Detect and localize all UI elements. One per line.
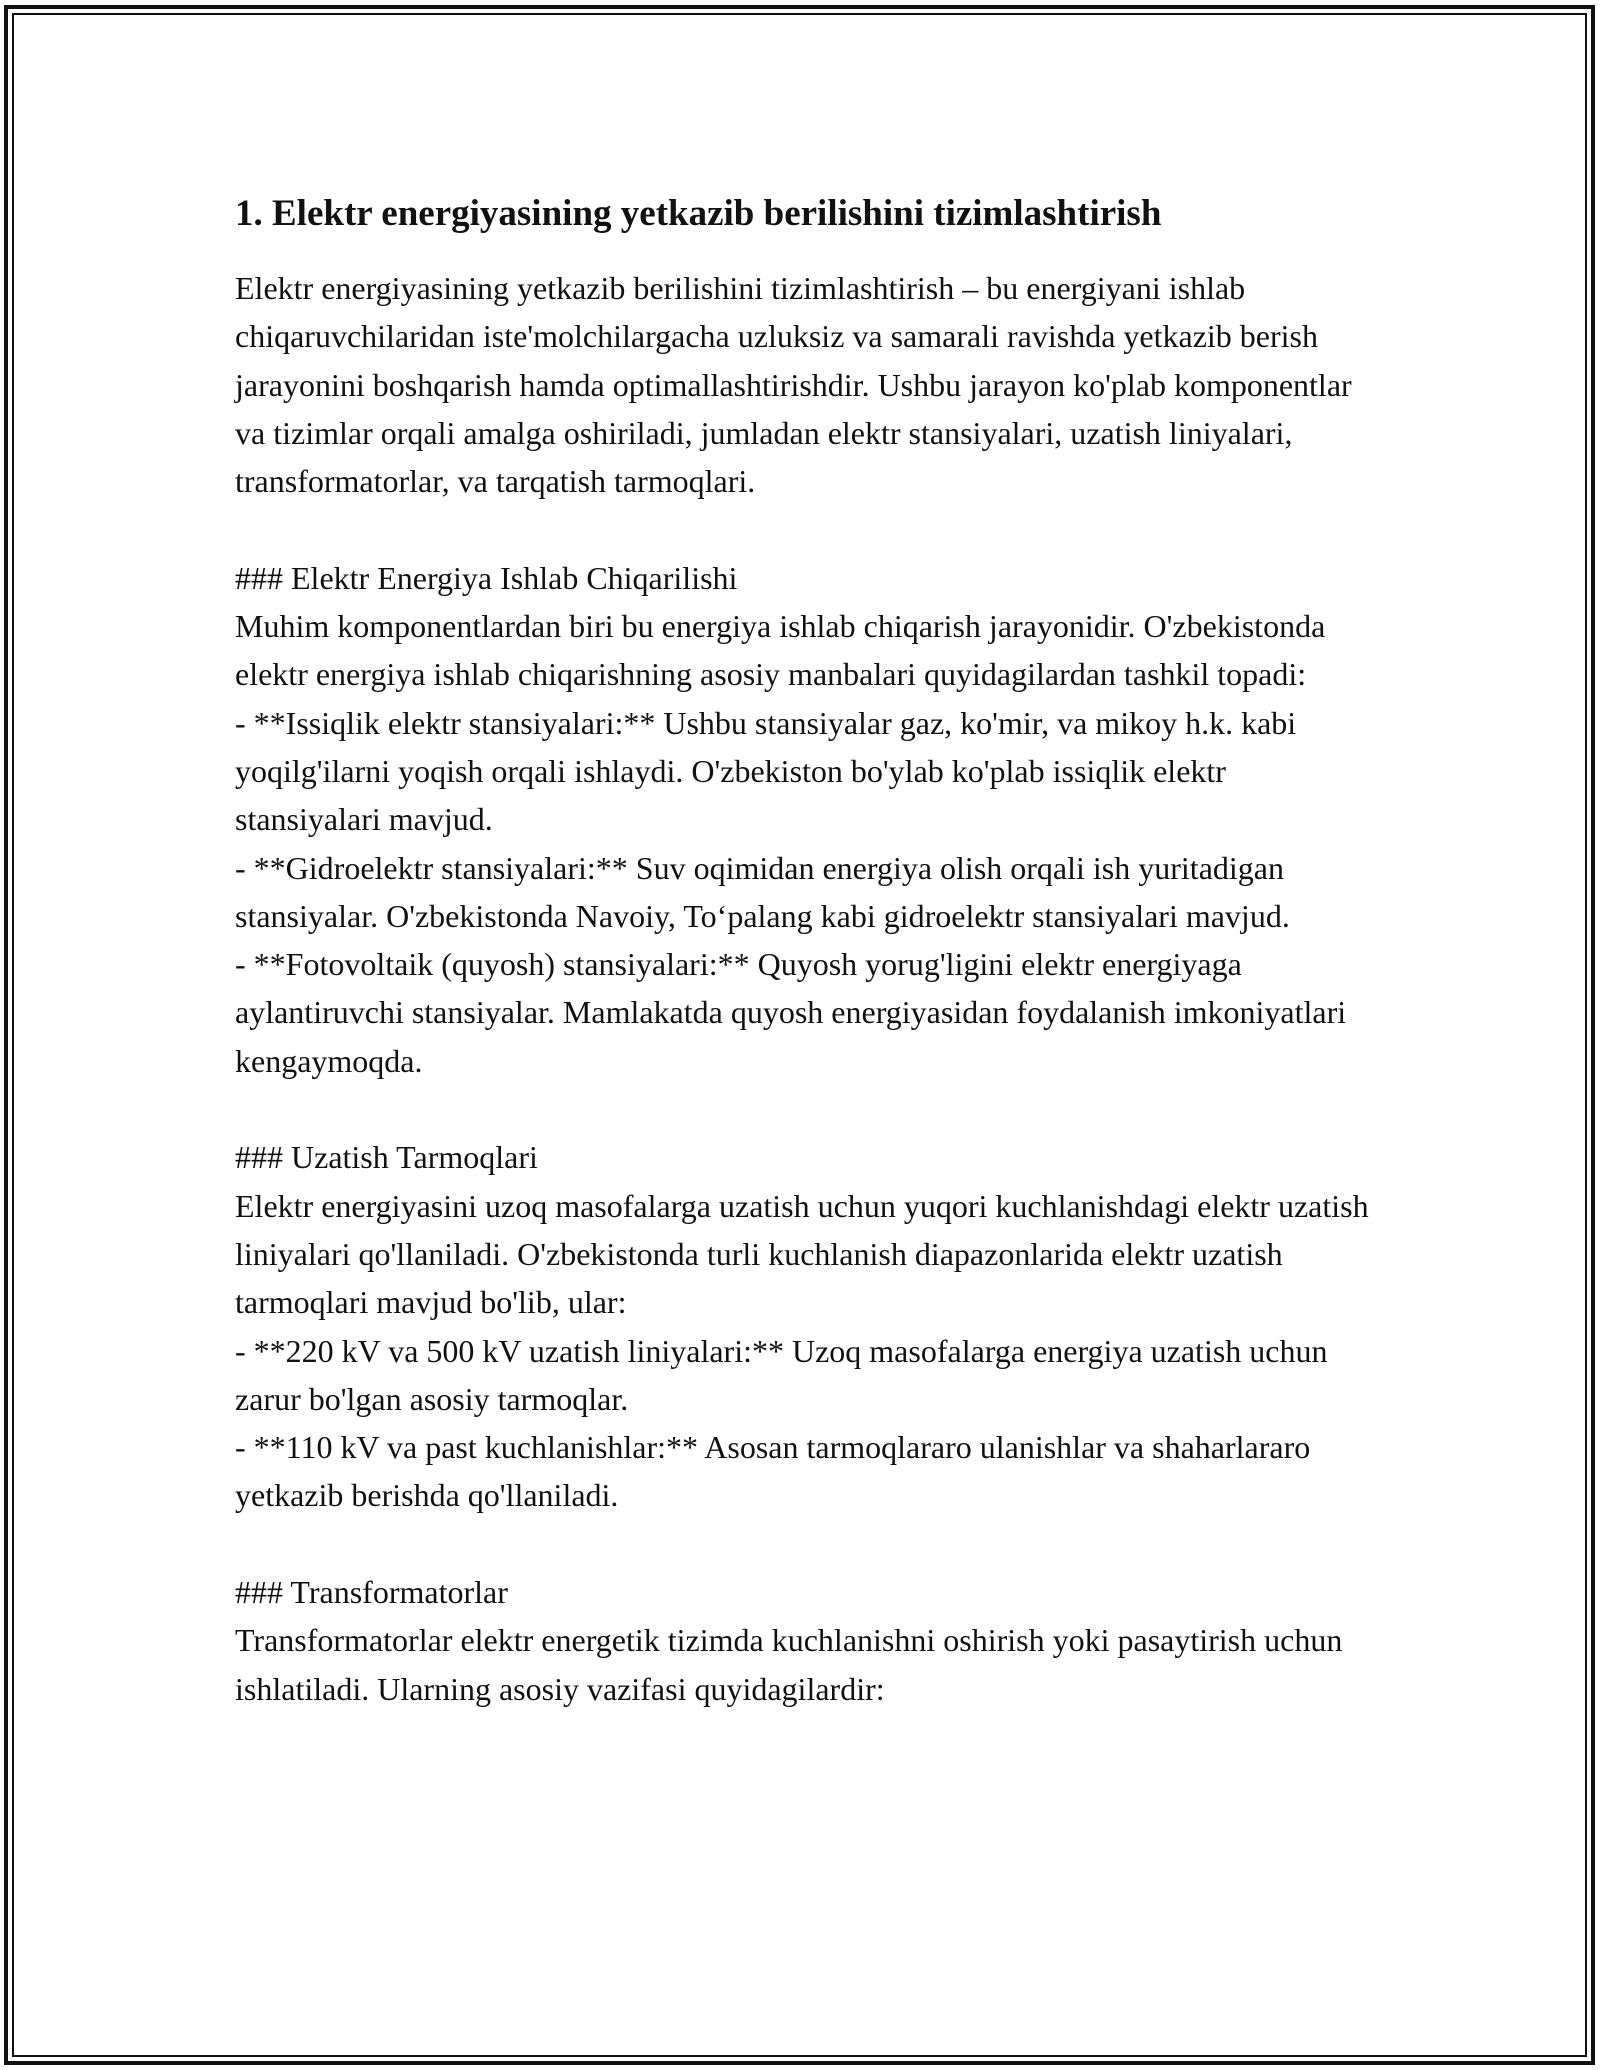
section-heading-transmission: ### Uzatish Tarmoqlari (235, 1139, 538, 1176)
section-body-generation: Muhim komponentlardan biri bu energiya ishlab chiqarish jarayonidir. O'zbekistonda elektr energiya ishlab chiqarishning asosiy manbalari quyidagilardan tashkil topadi: - **Issiqlik elektr stansiyalari:** Ushbu stansiyalar gaz, ko'mir, va mikoy h.k. kabi yoqilg'ilarni yoqish orqali ishlaydi. O'zbekiston bo'ylab ko'plab issiqlik elektr stansiyalari mavjud. - **Gidroelektr stansiyalari:** Suv oqimidan energiya olish orqali ish yuritadigan stansiyalar. O'zbekistonda Navoiy, To‘palang kabi gidroelektr stansiyalari mavjud. - **Fotovoltaik (quyosh) stansiyalari:** Quyosh yorug'ligini elektr energiyaga aylantiruvchi stansiyalar. Mamlakatda quyosh energiyasidan foydalanish imkoniyatlari kengaymoqda. (235, 608, 1347, 1079)
section-heading-generation: ### Elektr Energiya Ishlab Chiqarilishi (235, 559, 738, 596)
section-heading-transformers: ### Transformatorlar (235, 1574, 508, 1611)
intro-paragraph: Elektr energiyasining yetkazib berilishini tizimlashtirish – bu energiyani ishlab chiqaruvchilaridan iste'molchilargacha uzluksiz va samarali ravishda yetkazib berish jarayonini boshqarish hamda optimallashtirishdir. Ushbu jarayon ko'plab komponentlar va tizimlar orqali amalga oshiriladi, jumladan elektr stansiyalari, uzatish liniyalari, transformatorlar, va tarqatish tarmoqlari. (235, 270, 1352, 500)
document-page (235, 188, 1375, 1713)
section-spacer (235, 505, 1375, 553)
section-body-transformers: Transformatorlar elektr energetik tizimda kuchlanishni oshirish yoki pasaytirish uchun ishlatiladi. Ularning asosiy vazifasi quyidagilardir: (235, 1622, 1343, 1707)
section-spacer (235, 1085, 1375, 1133)
section-body-transmission: Elektr energiyasini uzoq masofalarga uzatish uchun yuqori kuchlanishdagi elektr uzatish liniyalari qo'llaniladi. O'zbekistonda turli kuchlanish diapazonlarida elektr uzatish tarmoqlari mavjud bo'lib, ular: - **220 kV va 500 kV uzatish liniyalari:** Uzoq masofalarga energiya uzatish uchun zarur bo'lgan asosiy tarmoqlar. - **110 kV va past kuchlanishlar:** Asosan tarmoqlararo ulanishlar va shaharlararo yetkazib berishda qo'llaniladi. (235, 1187, 1369, 1514)
document-heading: 1. Elektr energiyasining yetkazib berilishini tizimlashtirish (235, 193, 1162, 234)
section-spacer (235, 1520, 1375, 1568)
